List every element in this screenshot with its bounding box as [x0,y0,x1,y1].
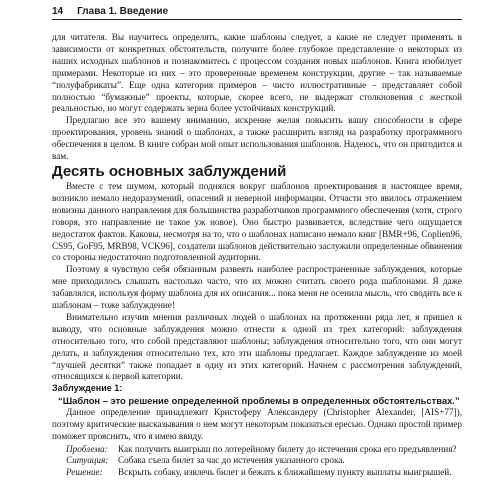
paragraph-4: Поэтому я чувствую себя обязанным развеять наиболее распространенные заблуждения, которые мне приходилось слышать настолько часто, что их можно считать своего рода шаблонами. Я даже забавлялся, используя форму шаблона для их описания... пока меня не осенила мысль, что сводить все к шаблонам – тоже заблуждение! [52,264,462,311]
page-body [52,32,462,479]
paragraph-3: Вместе с тем шумом, который поднялся вокруг шаблонов проектирования в настоящее время, возникло немало недоразумений, опасений и неверной информации. Отчасти это явилось отражением новизны данного направления для большинства разработчиков программного обеспечения (хотя, строго говоря, это направление не такое уж новое). Оно быстро развивается, вследствие чего ощущается недостаток фактов. Каковы, несмотря на то, что о шаблонах написано немало книг [BMR+96, Coplien96, CS95, GoF95, MRB98, VCK96], создатели шаблонов действительно заслужили определенные обвинения со стороны недостаточно подготовленной аудитории. [52,180,462,263]
dialog-label-solution: Решение: [66,467,103,478]
dialog-text-solution: Вскрыть собаку, извлечь билет и бежать к ближайшему пункту выплаты выигрышей. [118,467,452,478]
dialog-label-problem: Проблема: [66,443,108,454]
myth-label: Заблуждение 1: [52,383,123,394]
dialog-text-problem: Как получить выигрыш по лотерейному билету до истечения срока его предъявления? [118,443,457,454]
dialog-label-situation: Ситуация: [66,455,109,466]
paragraph-1: для читателя. Вы научитесь определять, какие шаблоны следует, а какие не следует применять в зависимости от конкретных обстоятельств, получите более глубокое представление о некоторых из наших исходных шаблонов и познакомитесь с процессом создания новых шаблонов. Книга изобилует примерами. Некоторые из них – это проверенные временем конструкции, другие – так называемые “полуфабрикаты”. Еще одна категория примеров – чисто иллюстративные – представляет собой полностью “бумажные” проекты, которые, скорее всего, не выдержат столкновения с жесткой реальностью, но могут содержать зерна более устойчивых конструкций. [52,32,462,114]
chapter-title: Глава 1. Введение [77,6,169,17]
myth-text: Данное определение принадлежит Кристоферу Александеру (Christopher Alexander, [AIS+77]), поэтому критические высказывания о нем могут некоторым показаться ересью. Однако простой пример поможет прояснить, что я имею ввиду. [52,406,462,441]
section-title: Десять основных заблуждений [52,162,287,180]
paragraph-5: Внимательно изучив мнения различных людей о шаблонах на протяжении ряда лет, я пришел к выводу, что основные заблуждения можно отнести к одной из трех категорий: заблуждения относительно того, что собой представляют шаблоны; заблуждения относительно того, что они могут делать, и заблуждения относительно тех, кто эти шаблоны предлагает. Каждое заблуждение из моей “лучшей десятки” также попадает в одну из этих категорий. Начнем с рассмотрения заблуждений, относящихся к первой категории. [52,311,462,382]
paragraph-2: Предлагаю все это вашему вниманию, искренне желая повысить вашу способности в сфере проектирования, уровень знаний о шаблонах, а также расширить взгляд на разработку программного обеспечения в целом. В книге собран мой опыт использования шаблонов. Надеюсь, что он пригодится и вам. [52,115,462,162]
myth-quote: “Шаблон – это решение определенной проблемы в определенных обстоятельствах.” [58,395,460,407]
dialog-text-situation: Собака съела билет за час до истечения указанного срока. [118,455,345,466]
running-head [52,6,462,20]
page-number: 14 [52,6,64,17]
example-dialog [52,444,462,480]
